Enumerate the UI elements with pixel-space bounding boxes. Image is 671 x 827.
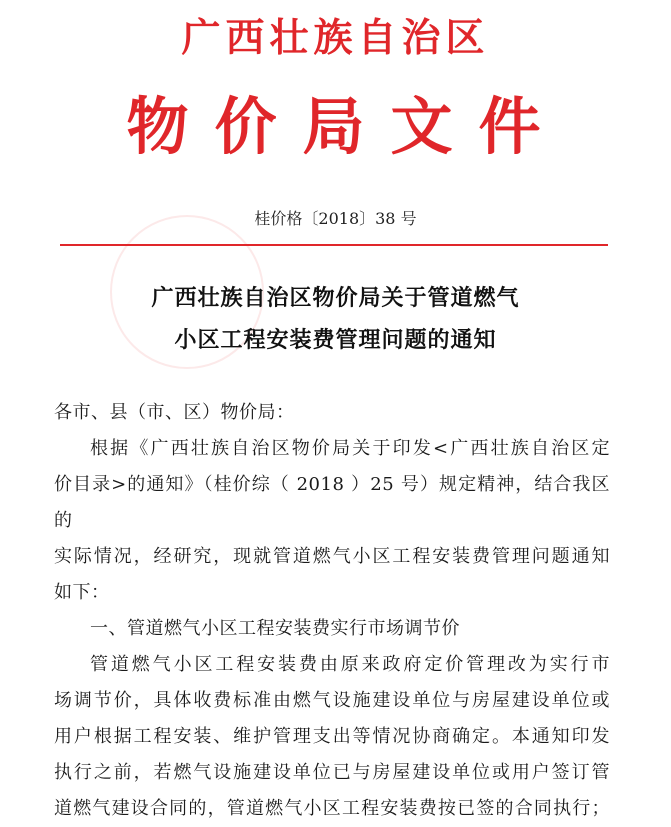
section-1-heading: 一、管道燃气小区工程安装费实行市场调节价 [90, 618, 460, 639]
issuer-name: 广西壮族自治区 [181, 16, 490, 61]
paragraph-2-line-1: 管道燃气小区工程安装费由原来政府定价管理改为实行市 [90, 654, 610, 675]
document-number: 桂价格〔2018〕38 号 [254, 209, 417, 228]
paragraph-2-line-4: 执行之前，若燃气设施建设单位已与房屋建设单位或用户签订管 [54, 762, 610, 783]
paragraph-2-line-2: 场调节价，具体收费标准由燃气设施建设单位与房屋建设单位或 [54, 690, 610, 711]
paragraph-1-line-2: 价目录>的通知》（桂价综（ 2018 ）25 号）规定精神，结合我区的 [54, 474, 610, 531]
document-title-line-2: 小区工程安装费管理问题的通知 [174, 327, 497, 353]
salutation: 各市、县（市、区）物价局： [54, 402, 295, 423]
paragraph-1-line-1: 根据《广西壮族自治区物价局关于印发<广西壮族自治区定 [90, 438, 610, 459]
paragraph-1-line-4: 如下： [54, 582, 110, 603]
document-title-line-1: 广西壮族自治区物价局关于管道燃气 [151, 285, 520, 311]
document-body [54, 395, 610, 827]
paragraph-2-line-3: 用户根据工程安装、维护管理支出等情况协商确定。本通知印发 [54, 726, 610, 747]
document-type-heading: 物价局文件 [126, 90, 567, 163]
paragraph-2-line-5: 道燃气建设合同的，管道燃气小区工程安装费按已签的合同执行； [54, 798, 610, 819]
paragraph-1-line-3: 实际情况，经研究，现就管道燃气小区工程安装费管理问题通知 [54, 546, 610, 567]
red-divider-line [60, 244, 608, 246]
